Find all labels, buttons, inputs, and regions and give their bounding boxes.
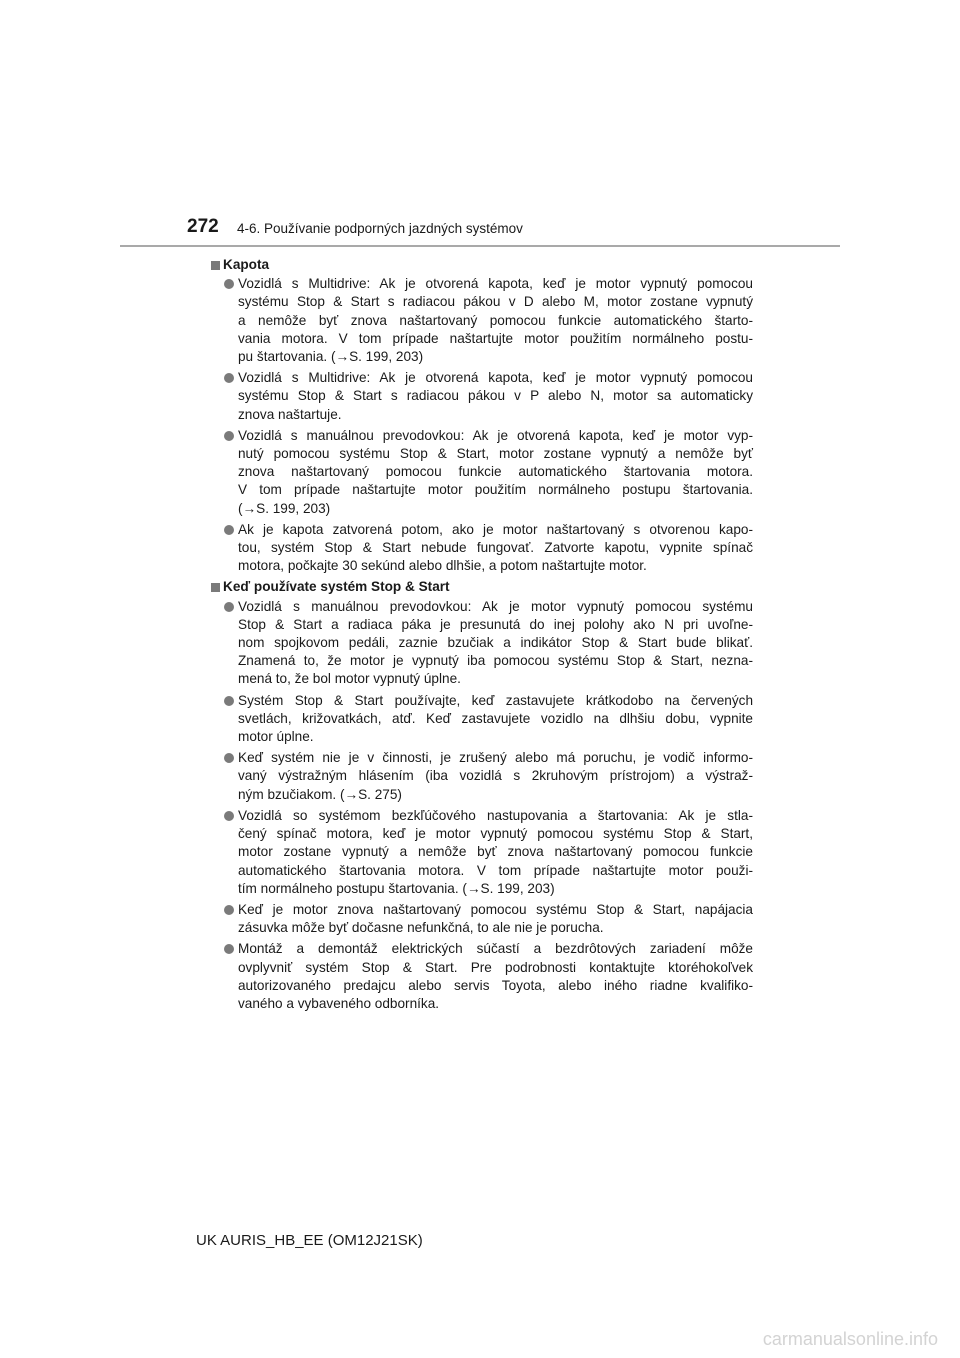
circle-bullet-icon [224,753,234,763]
text-line: (→S. 199, 203) [238,500,331,516]
circle-bullet-icon [224,431,234,441]
text-line: zásuvka môže byť dočasne nefunkčná, to ale nie je porucha. [238,920,604,936]
page-number: 272 [187,216,219,237]
circle-bullet-icon [224,944,234,954]
circle-bullet-icon [224,905,234,915]
list-item [211,598,753,689]
list-item [211,807,753,898]
text-line: pu štartovania. (→S. 199, 203) [238,349,424,365]
text-line: ným bzučiakom. (→S. 275) [238,786,402,802]
list-item [211,940,753,1013]
text-line: V tom prípade naštartujte motor použitím normálneho postupu štartovania. [238,482,753,498]
text-line: Stop & Start a radiaca páka je presunutá do inej polohy ako N pri uvoľne- [238,616,753,632]
text-line: Vozidlá s Multidrive: Ak je otvorená kapota, keď je motor vypnutý pomocou [238,276,753,292]
manual-content [211,256,753,1016]
text-line: Systém Stop & Start používajte, keď zastavujete krátkodobo na červených [238,692,753,708]
list-item [211,275,753,366]
circle-bullet-icon [224,525,234,535]
text-line: Vozidlá so systémom bezkľúčového nastupovania a štartovania: Ak je stla- [238,807,753,823]
list-item [211,749,753,804]
section-title [211,256,753,274]
section-title [211,578,753,596]
circle-bullet-icon [224,811,234,821]
circle-bullet-icon [224,373,234,383]
text-line: autorizovaného predajcu alebo servis Toyota, alebo iného riadne kvalifiko- [238,977,753,993]
text-line: svetlách, križovatkách, atď. Keď zastavujete vozidlo na dlhšiu dobu, vypnite [238,710,753,726]
text-line: systému Stop & Start s radiacou pákou v D alebo M, motor zostane vypnutý [238,294,753,310]
list-item [211,901,753,937]
text-line: ovplyvniť systém Stop & Start. Pre podrobnosti kontaktujte ktoréhokoľvek [238,959,753,975]
square-bullet-icon [211,261,220,270]
text-line: motor úplne. [238,729,314,745]
text-line: vaný výstražným hlásením (iba vozidlá s 2kruhovým prístrojom) a výstraž- [238,768,753,784]
section-title-text: Kapota [223,257,270,272]
text-line: vania motora. V tom prípade naštartujte motor použitím normálneho postu- [238,330,753,346]
circle-bullet-icon [224,279,234,289]
text-line: vaného a vybaveného odborníka. [238,995,440,1011]
section [211,578,753,1013]
circle-bullet-icon [224,602,234,612]
square-bullet-icon [211,583,220,592]
text-line: nutý pomocou systému Stop & Start, motor zostane vypnutý a nemôže byť [238,446,753,462]
text-line: Ak je kapota zatvorená potom, ako je motor naštartovaný s otvorenou kapo- [238,521,753,537]
text-line: motor zostane vypnutý a nemôže byť znova naštartovaný pomocou funkcie [238,844,753,860]
text-line: Keď systém nie je v činnosti, je zrušený alebo má poruchu, je vodič informo- [238,750,753,766]
text-line: Znamená to, že motor je vypnutý iba pomocou systému Stop & Start, nezna- [238,653,753,669]
section-header: 4-6. Používanie podporných jazdných systémov [237,221,523,236]
text-line: systému Stop & Start s radiacou pákou v P alebo N, motor sa automaticky [238,388,753,404]
text-line: znova naštartovaný pomocou funkcie automatického štartovania motora. [238,464,753,480]
section [211,256,753,575]
circle-bullet-icon [224,696,234,706]
text-line: čený spínač motora, keď je motor vypnutý pomocou systému Stop & Start, [238,826,753,842]
text-line: Vozidlá s manuálnou prevodovkou: Ak je motor vypnutý pomocou systému [238,598,753,614]
section-title-text: Keď používate systém Stop & Start [223,579,450,595]
text-line: automatického štartovania motora. V tom prípade naštartujte motor použi- [238,862,753,878]
list-item [211,427,753,518]
text-line: Vozidlá s manuálnou prevodovkou: Ak je otvorená kapota, keď je motor vyp- [238,427,753,443]
list-item [211,521,753,576]
text-line: tou, systém Stop & Start nebude fungovať. Zatvorte kapotu, vypnite spínač [238,540,753,556]
footer-model-code: UK AURIS_HB_EE (OM12J21SK) [196,1232,423,1249]
text-line: znova naštartuje. [238,406,342,422]
text-line: mená to, že bol motor vypnutý úplne. [238,671,461,687]
text-line: nom spojkovom pedáli, zaznie bzučiak a indikátor Stop & Start bude blikať. [238,635,753,651]
text-line: tím normálneho postupu štartovania. (→S. 199, 203) [238,880,555,896]
header-divider [120,245,840,247]
text-line: motora, počkajte 30 sekúnd alebo dlhšie, a potom naštartujte motor. [238,558,647,574]
text-line: Vozidlá s Multidrive: Ak je otvorená kapota, keď je motor vypnutý pomocou [238,370,753,386]
text-line: a nemôže byť znova naštartovaný pomocou funkcie automatického štarto- [238,312,753,328]
list-item [211,692,753,747]
list-item [211,369,753,424]
text-line: Keď je motor znova naštartovaný pomocou systému Stop & Start, napájacia [238,901,753,917]
watermark: carmanualsonline.info [762,1329,938,1349]
text-line: Montáž a demontáž elektrických súčastí a bezdrôtových zariadení môže [238,941,753,957]
